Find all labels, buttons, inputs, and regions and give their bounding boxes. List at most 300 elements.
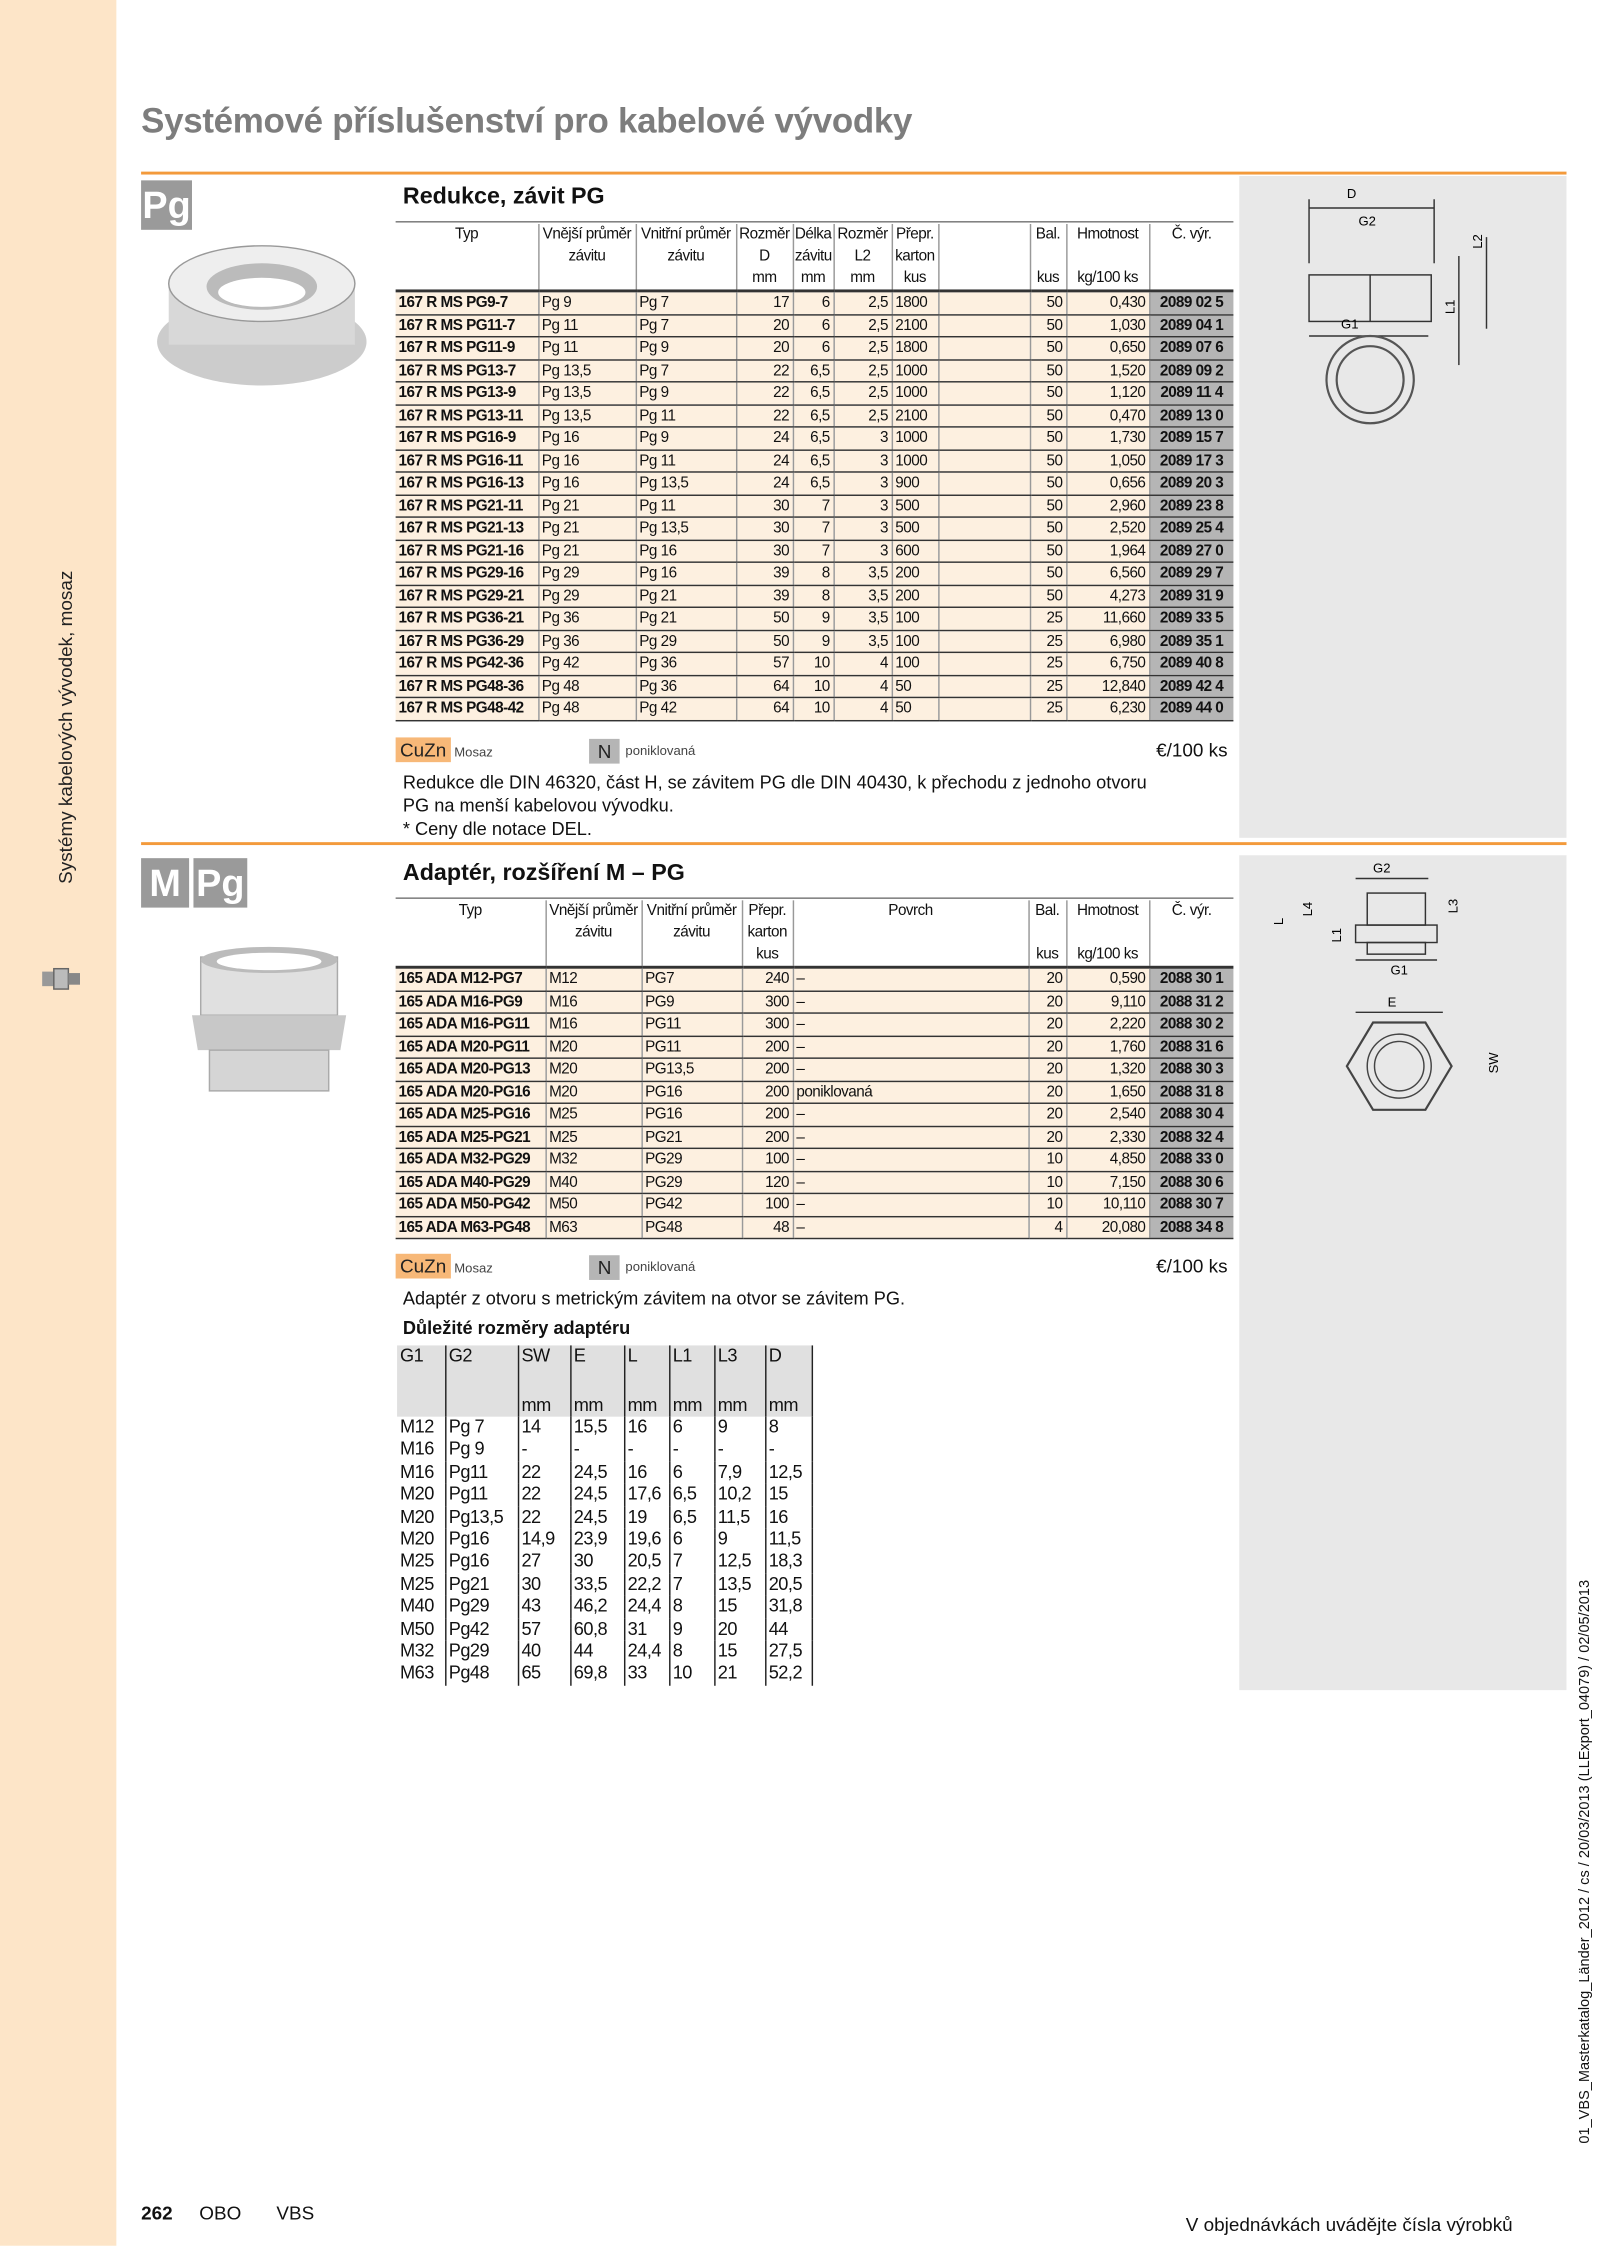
table-cell: 6,560 <box>1066 562 1149 585</box>
table-cell: 9 <box>793 630 834 653</box>
table-row <box>396 675 1234 698</box>
table-cell <box>938 382 1030 405</box>
column-header-unit: kus <box>1036 945 1059 963</box>
column-header-label: G2 <box>448 1345 472 1366</box>
table-cell: 6,5 <box>793 382 834 405</box>
table-row <box>396 1193 1234 1216</box>
article-number: 2088 30 1 <box>1149 967 1233 990</box>
table-cell: 50 <box>1030 449 1066 472</box>
table-cell: M50 <box>545 1193 641 1216</box>
table-cell: Pg 21 <box>636 607 736 630</box>
table-cell: 6 <box>669 1417 714 1439</box>
table-cell <box>938 359 1030 382</box>
svg-text:G2: G2 <box>1358 213 1376 229</box>
table-cell: Pg 13,5 <box>636 517 736 540</box>
table-row <box>396 697 1234 720</box>
table-cell: M20 <box>545 1058 641 1081</box>
table-row <box>396 472 1234 495</box>
table-cell: 3,5 <box>833 630 891 653</box>
column-header-label: Délka závitu <box>794 225 832 265</box>
table-cell: 50 <box>1030 427 1066 450</box>
table-cell: 11,5 <box>765 1529 812 1551</box>
table-cell <box>938 495 1030 518</box>
table-cell <box>938 449 1030 472</box>
column-header-unit <box>397 944 543 966</box>
table-cell: 100 <box>892 652 939 675</box>
table-cell: Pg 42 <box>538 652 635 675</box>
reducer-product-image <box>145 240 378 400</box>
table-cell: 6 <box>669 1529 714 1551</box>
table-cell: 165 ADA M20-PG13 <box>396 1058 546 1081</box>
table-cell: 24,4 <box>624 1641 669 1663</box>
table-cell: 0,430 <box>1066 291 1149 314</box>
table-cell: Pg 13,5 <box>538 359 635 382</box>
table-cell: 6,980 <box>1066 630 1149 653</box>
dimensions-table <box>397 1345 812 1685</box>
table-cell: 165 ADA M63-PG48 <box>396 1216 546 1239</box>
table-cell: PG11 <box>641 1036 741 1059</box>
column-header-unit <box>397 268 536 290</box>
table-cell: 6,750 <box>1066 652 1149 675</box>
table-cell: 50 <box>1030 540 1066 563</box>
table-cell: 9 <box>714 1529 765 1551</box>
table-cell: Pg 9 <box>538 291 635 314</box>
table-cell: 2,520 <box>1066 517 1149 540</box>
table-cell: Pg 16 <box>636 540 736 563</box>
table-cell: M12 <box>397 1417 445 1439</box>
column-header-label: Vnitřní průměr závitu <box>640 225 731 265</box>
table-cell: Pg16 <box>445 1529 518 1551</box>
svg-text:L: L <box>1270 917 1286 926</box>
table-cell: Pg42 <box>445 1618 518 1640</box>
table-cell: 69,8 <box>570 1663 624 1685</box>
table-cell: 167 R MS PG29-21 <box>396 585 539 608</box>
table-cell: 33 <box>624 1663 669 1685</box>
table-cell: 50 <box>1030 495 1066 518</box>
table-cell: 57 <box>736 652 793 675</box>
table-cell: 200 <box>892 562 939 585</box>
section-heading: Adaptér, rozšíření M – PG <box>402 861 685 886</box>
table-cell: Pg29 <box>445 1596 518 1618</box>
table-cell: PG29 <box>641 1148 741 1171</box>
table-cell: 1,964 <box>1066 540 1149 563</box>
table-cell: Pg 11 <box>538 337 635 360</box>
table-cell: Pg 16 <box>636 562 736 585</box>
table-cell: – <box>793 1171 1029 1194</box>
table-cell: 18,3 <box>765 1551 812 1573</box>
table-cell: 100 <box>892 630 939 653</box>
table-cell: 1,520 <box>1066 359 1149 382</box>
table-cell: 7 <box>669 1574 714 1596</box>
table-cell: PG29 <box>641 1171 741 1194</box>
table-cell: M16 <box>397 1439 445 1461</box>
table-cell: 23,9 <box>570 1529 624 1551</box>
svg-text:L4: L4 <box>1299 901 1315 917</box>
column-header <box>669 1345 714 1416</box>
column-header-unit <box>540 268 633 290</box>
table-cell: 4,850 <box>1066 1148 1149 1171</box>
table-cell: 2,540 <box>1066 1103 1149 1126</box>
table-cell: Pg 7 <box>636 314 736 337</box>
table-cell: 2,5 <box>833 337 891 360</box>
table-cell: Pg16 <box>445 1551 518 1573</box>
article-number: 2089 15 7 <box>1149 427 1233 450</box>
table-cell: 6,5 <box>793 472 834 495</box>
table-cell: 6,5 <box>793 359 834 382</box>
table-cell: 8 <box>669 1596 714 1618</box>
table-cell: – <box>793 1193 1029 1216</box>
m-badge: M <box>141 858 189 907</box>
table-cell: 10 <box>1028 1171 1066 1194</box>
table-cell: 30 <box>736 495 793 518</box>
column-header <box>714 1345 765 1416</box>
table-cell: Pg 21 <box>538 495 635 518</box>
table-cell: 200 <box>742 1036 793 1059</box>
article-number: 2089 02 5 <box>1149 291 1233 314</box>
table-cell: 167 R MS PG16-9 <box>396 427 539 450</box>
table-row <box>397 1506 812 1528</box>
table-cell: 60,8 <box>570 1618 624 1640</box>
column-header-label: Povrch <box>888 901 933 920</box>
table-cell: 6,5 <box>793 449 834 472</box>
table-row <box>396 1126 1234 1149</box>
table-cell: 6,5 <box>669 1506 714 1528</box>
table-cell: Pg 36 <box>538 607 635 630</box>
table-cell: – <box>793 967 1029 990</box>
table-cell: 10,2 <box>714 1484 765 1506</box>
table-cell: 6 <box>793 314 834 337</box>
table-row <box>397 1529 812 1551</box>
column-header <box>1149 900 1233 967</box>
article-number: 2089 04 1 <box>1149 314 1233 337</box>
section-description: Redukce dle DIN 46320, část H, se závitem PG dle DIN 40430, k přechodu z jednoho otvoru PG na menší kabelovou vývodku. * Ceny dle notace DEL. <box>402 772 1147 840</box>
table-cell: 167 R MS PG29-16 <box>396 562 539 585</box>
article-number: 2088 30 3 <box>1149 1058 1233 1081</box>
table-row <box>396 562 1234 585</box>
column-header-label: Přepr. karton <box>747 901 787 942</box>
column-header-label: Bal. <box>1035 901 1060 920</box>
table-cell: 24 <box>736 472 793 495</box>
table-cell <box>938 337 1030 360</box>
column-header <box>1066 900 1149 967</box>
table-cell: Pg11 <box>445 1484 518 1506</box>
table-cell: M25 <box>397 1551 445 1573</box>
table-cell: – <box>793 1103 1029 1126</box>
table-row <box>396 1148 1234 1171</box>
table-cell: 200 <box>742 1126 793 1149</box>
table-cell: 50 <box>892 675 939 698</box>
column-header <box>938 224 1030 291</box>
table-cell: 200 <box>742 1103 793 1126</box>
table-cell: Pg 9 <box>636 337 736 360</box>
column-header-unit: mm <box>521 1394 551 1416</box>
table-cell: 1,320 <box>1066 1058 1149 1081</box>
table-cell: 10,110 <box>1066 1193 1149 1216</box>
table-cell: 33,5 <box>570 1574 624 1596</box>
table-cell: 50 <box>736 607 793 630</box>
table-row <box>396 1036 1234 1059</box>
table-cell: 44 <box>765 1618 812 1640</box>
table-cell: 165 ADA M16-PG9 <box>396 991 546 1014</box>
table-cell: 25 <box>1030 630 1066 653</box>
table-cell: 4 <box>833 675 891 698</box>
article-number: 2088 31 6 <box>1149 1036 1233 1059</box>
table-cell: 20 <box>1028 967 1066 990</box>
table-cell: M20 <box>545 1081 641 1104</box>
table-cell: 0,590 <box>1066 967 1149 990</box>
table-cell: PG9 <box>641 991 741 1014</box>
table-cell: 2,5 <box>833 404 891 427</box>
article-number: 2089 11 4 <box>1149 382 1233 405</box>
table-cell: 165 ADA M50-PG42 <box>396 1193 546 1216</box>
table-row <box>396 652 1234 675</box>
table-cell: 9 <box>714 1417 765 1439</box>
table-cell: 50 <box>1030 404 1066 427</box>
table-cell: 6 <box>793 337 834 360</box>
table-cell: 24 <box>736 427 793 450</box>
table-cell: 165 ADA M16-PG11 <box>396 1013 546 1036</box>
table-row <box>396 495 1234 518</box>
table-row <box>396 967 1234 990</box>
table-cell: 24,5 <box>570 1506 624 1528</box>
column-header-label: Typ <box>458 901 482 920</box>
table-cell: 3 <box>833 449 891 472</box>
section-code: VBS <box>276 2202 315 2224</box>
table-cell: 167 R MS PG11-9 <box>396 337 539 360</box>
table-cell: 52,2 <box>765 1663 812 1685</box>
table-cell: 20 <box>736 337 793 360</box>
table-cell: 9 <box>793 607 834 630</box>
table-row <box>396 404 1234 427</box>
table-cell: 1000 <box>892 359 939 382</box>
column-header-label <box>940 224 1027 268</box>
table-cell: 8 <box>793 562 834 585</box>
column-header-unit: kus <box>903 269 926 287</box>
column-header <box>833 224 891 291</box>
table-cell: 1800 <box>892 337 939 360</box>
table-row <box>397 1663 812 1685</box>
table-cell: 27,5 <box>765 1641 812 1663</box>
column-header-label: L1 <box>672 1345 692 1366</box>
table-cell: 10 <box>793 697 834 720</box>
table-cell: 1,050 <box>1066 449 1149 472</box>
table-cell: 6,230 <box>1066 697 1149 720</box>
table-cell: 50 <box>1030 517 1066 540</box>
table-cell: 167 R MS PG13-11 <box>396 404 539 427</box>
table-cell: 3 <box>833 472 891 495</box>
table-cell: 13,5 <box>714 1574 765 1596</box>
table-cell: PG11 <box>641 1013 741 1036</box>
table-cell: 14,9 <box>518 1529 570 1551</box>
table-cell: 20 <box>1028 991 1066 1014</box>
table-cell: 167 R MS PG36-29 <box>396 630 539 653</box>
table-cell: 57 <box>518 1618 570 1640</box>
column-header-label: Vnitřní průměr závitu <box>646 901 737 942</box>
table-cell: 600 <box>892 540 939 563</box>
table-cell: 900 <box>892 472 939 495</box>
column-header <box>636 224 736 291</box>
table-cell: 19,6 <box>624 1529 669 1551</box>
table-cell: 167 R MS PG13-7 <box>396 359 539 382</box>
table-cell: 46,2 <box>570 1596 624 1618</box>
table-cell: Pg 36 <box>636 652 736 675</box>
table-cell: 31 <box>624 1618 669 1640</box>
column-header-label: Bal. <box>1035 225 1061 243</box>
table-cell: – <box>793 991 1029 1014</box>
table-cell: M25 <box>545 1103 641 1126</box>
table-cell: 1,120 <box>1066 382 1149 405</box>
table-cell: 31,8 <box>765 1596 812 1618</box>
adapter-drawing <box>1239 855 1566 1117</box>
article-number: 2088 30 4 <box>1149 1103 1233 1126</box>
table-cell: 30 <box>736 517 793 540</box>
column-header <box>624 1345 669 1416</box>
table-cell: Pg 9 <box>445 1439 518 1461</box>
table-cell: PG48 <box>641 1216 741 1239</box>
table-cell: poniklovaná <box>793 1081 1029 1104</box>
table-cell: Pg 16 <box>538 449 635 472</box>
table-row <box>397 1596 812 1618</box>
column-header-label: Hmotnost <box>1076 901 1139 920</box>
table-row <box>396 1013 1234 1036</box>
table-cell: 20 <box>1028 1013 1066 1036</box>
column-header <box>1149 224 1233 291</box>
table-cell: 4,273 <box>1066 585 1149 608</box>
table-cell: 20 <box>1028 1081 1066 1104</box>
table-cell: 10 <box>793 675 834 698</box>
table-cell: - <box>765 1439 812 1461</box>
table-cell: 1000 <box>892 449 939 472</box>
column-header <box>397 1345 445 1416</box>
table-cell: Pg21 <box>445 1574 518 1596</box>
table-cell: 2,5 <box>833 382 891 405</box>
table-row <box>396 382 1234 405</box>
table-cell: 24,5 <box>570 1484 624 1506</box>
table-cell: 22,2 <box>624 1574 669 1596</box>
column-header <box>892 224 939 291</box>
table-row <box>396 630 1234 653</box>
column-header-unit <box>795 944 1026 966</box>
column-header <box>736 224 793 291</box>
pg-badge: Pg <box>141 180 192 229</box>
table-cell: 15 <box>714 1641 765 1663</box>
table-cell: 8 <box>765 1417 812 1439</box>
table-cell: 10 <box>1028 1148 1066 1171</box>
table-cell: 300 <box>742 991 793 1014</box>
article-number: 2088 32 4 <box>1149 1126 1233 1149</box>
article-number: 2089 17 3 <box>1149 449 1233 472</box>
table-cell: 2100 <box>892 404 939 427</box>
table-cell: Pg 36 <box>636 675 736 698</box>
table-cell: PG42 <box>641 1193 741 1216</box>
table-cell: 17,6 <box>624 1484 669 1506</box>
svg-text:D: D <box>1346 185 1357 201</box>
table-row <box>396 540 1234 563</box>
table-cell: 4 <box>1028 1216 1066 1239</box>
column-header <box>396 900 546 967</box>
table-cell: 39 <box>736 585 793 608</box>
article-number: 2089 20 3 <box>1149 472 1233 495</box>
article-number: 2089 42 4 <box>1149 675 1233 698</box>
table-cell: Pg 13,5 <box>538 382 635 405</box>
column-header-unit: mm <box>627 1394 657 1416</box>
table-cell: 20,5 <box>765 1574 812 1596</box>
table-row <box>397 1417 812 1439</box>
table-cell <box>938 562 1030 585</box>
table-cell: 7 <box>793 540 834 563</box>
table-cell: 300 <box>742 1013 793 1036</box>
table-cell: 15 <box>765 1484 812 1506</box>
table-cell: 22 <box>518 1506 570 1528</box>
table-cell: 12,840 <box>1066 675 1149 698</box>
table-cell: 167 R MS PG48-42 <box>396 697 539 720</box>
table-cell: 200 <box>892 585 939 608</box>
table-cell: 17 <box>736 291 793 314</box>
table-cell: 167 R MS PG16-13 <box>396 472 539 495</box>
table-cell: 1,730 <box>1066 427 1149 450</box>
article-number: 2088 33 0 <box>1149 1148 1233 1171</box>
material-label: Mosaz <box>454 744 493 760</box>
column-header-unit <box>548 944 640 966</box>
table-cell: M32 <box>545 1148 641 1171</box>
surface-label: poniklovaná <box>625 1259 696 1275</box>
table-cell: - <box>518 1439 570 1461</box>
table-cell: PG21 <box>641 1126 741 1149</box>
footer-note: V objednávkách uvádějte čísla výrobků <box>1185 2213 1513 2236</box>
table-cell: 7 <box>793 495 834 518</box>
table-row <box>396 1058 1234 1081</box>
column-header <box>1030 224 1066 291</box>
table-cell: 10 <box>669 1663 714 1685</box>
table-cell <box>938 291 1030 314</box>
table-cell: Pg29 <box>445 1641 518 1663</box>
table-cell: 14 <box>518 1417 570 1439</box>
table-cell: 2,960 <box>1066 495 1149 518</box>
article-number: 2089 33 5 <box>1149 607 1233 630</box>
brand: OBO <box>199 2202 242 2224</box>
drawing-panel <box>1239 176 1566 838</box>
table-row <box>396 1103 1234 1126</box>
table-cell: 167 R MS PG16-11 <box>396 449 539 472</box>
table-cell: M20 <box>397 1529 445 1551</box>
table-cell: Pg 48 <box>538 675 635 698</box>
table-cell: 2,5 <box>833 291 891 314</box>
column-header-label: Vnější průměr závitu <box>549 901 638 942</box>
table-cell: 0,650 <box>1066 337 1149 360</box>
table-cell: 100 <box>742 1193 793 1216</box>
table-cell: 2,330 <box>1066 1126 1149 1149</box>
column-header <box>570 1345 624 1416</box>
table-cell: 20,080 <box>1066 1216 1149 1239</box>
table-cell: 50 <box>1030 382 1066 405</box>
table-cell: Pg 16 <box>538 472 635 495</box>
table-cell <box>938 427 1030 450</box>
table-cell: 50 <box>1030 359 1066 382</box>
table-row <box>396 337 1234 360</box>
article-number: 2089 29 7 <box>1149 562 1233 585</box>
material-code: CuZn <box>396 1254 451 1279</box>
side-label: Systémy kabelových vývodek, mosaz <box>54 570 77 884</box>
table-cell: 15 <box>714 1596 765 1618</box>
table-cell: 30 <box>570 1551 624 1573</box>
table-cell: 2,5 <box>833 359 891 382</box>
table-cell: Pg 16 <box>538 427 635 450</box>
article-number: 2088 30 6 <box>1149 1171 1233 1194</box>
column-header-label: Hmotnost <box>1076 225 1139 243</box>
surface-code: N <box>589 1255 620 1280</box>
table-cell: Pg 29 <box>538 585 635 608</box>
table-row <box>396 517 1234 540</box>
